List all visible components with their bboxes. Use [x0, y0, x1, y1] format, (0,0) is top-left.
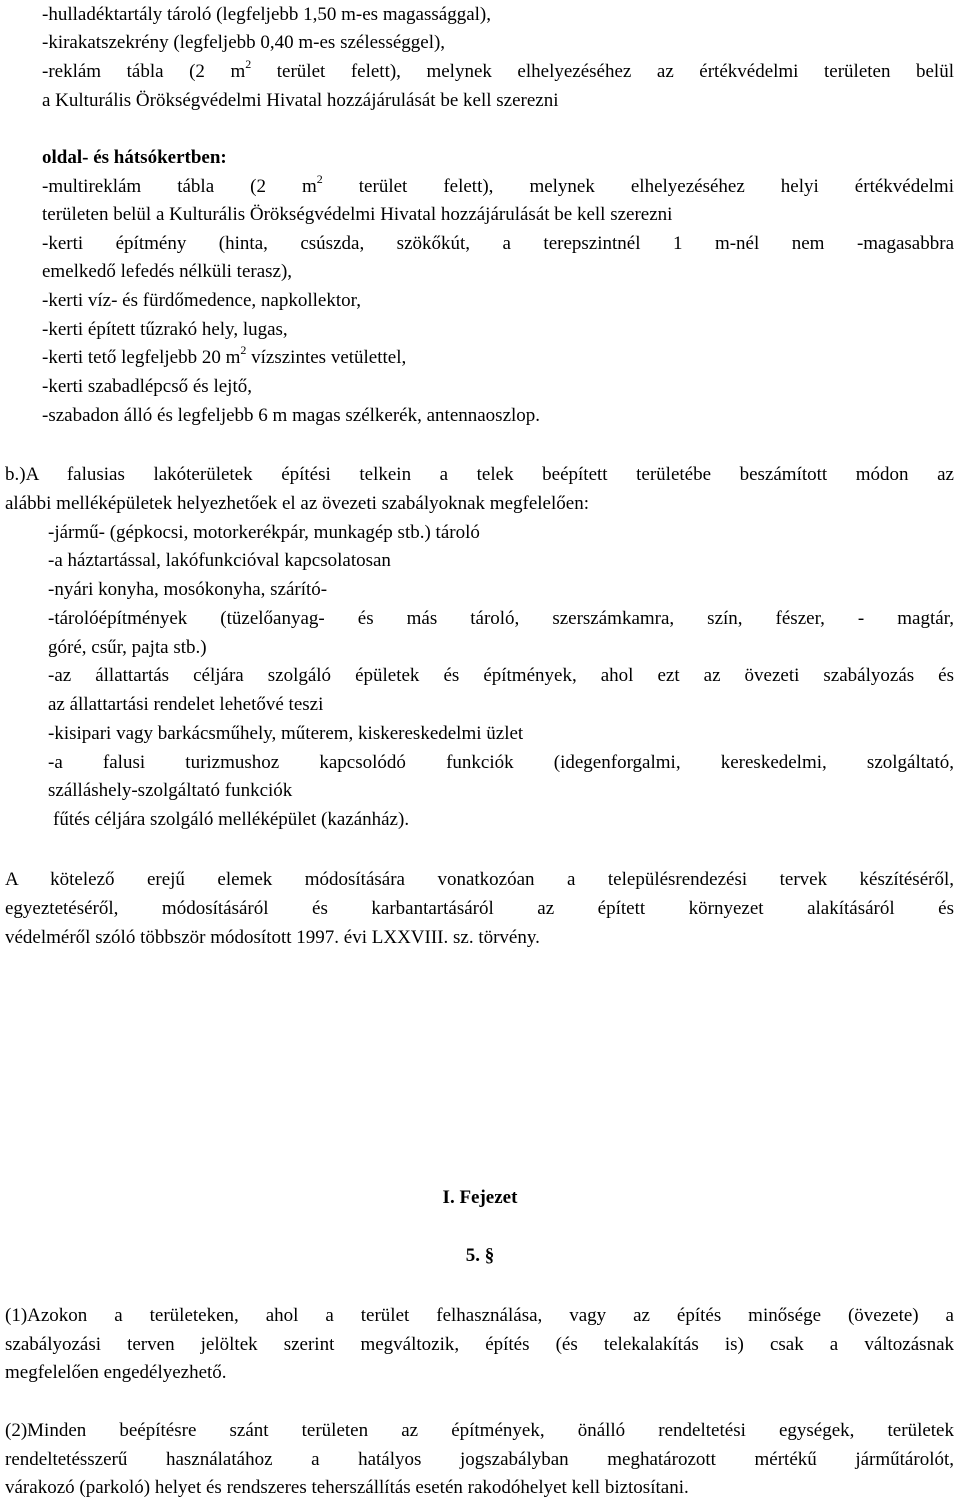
list-item: szálláshely-szolgáltató funkciók — [48, 780, 293, 801]
text-line: -kirakatszekrény (legfeljebb 0,40 m-es szélességgel), — [42, 32, 446, 53]
section-number: 5. § — [465, 1245, 495, 1266]
text-line — [42, 343, 406, 372]
text-line: b.)A falusias lakóterületek építési telkein a telek beépített területébe beszámított módon az — [5, 464, 954, 485]
list-item: -tárolóépítmények (tüzelőanyag- és más tároló, szerszámkamra, szín, fészer, - magtár, — [48, 608, 954, 629]
text-line: szabályozási terven jelöltek szerint megváltozik, építés (és telekalakítás is) csak a változásnak — [5, 1334, 954, 1355]
list-item: -nyári konyha, mosókonyha, szárító- — [48, 579, 328, 600]
text-segment: -kerti tető legfeljebb 20 m — [42, 347, 241, 368]
text-line: megfelelően engedélyezhető. — [5, 1362, 227, 1383]
text-line: -kerti víz- és fürdőmedence, napkollektor, — [42, 290, 361, 311]
text-line: rendeltetésszerű használatához a hatályos jogszabályban meghatározott mértékű járműtárolót, — [5, 1449, 954, 1470]
text-line: emelkedő lefedés nélküli terasz), — [42, 261, 293, 282]
text-segment: vízszintes vetülettel, — [246, 347, 407, 368]
text-line: -kerti építmény (hinta, csúszda, szökőkút, a terepszintnél 1 m-nél nem -magasabbra — [42, 233, 954, 254]
section-heading: oldal- és hátsókertben: — [42, 147, 227, 168]
text-line: (2)Minden beépítésre szánt területen az építmények, önálló rendeltetési egységek, területek — [5, 1420, 954, 1441]
text-line: -kerti épített tűzrakó hely, lugas, — [42, 319, 288, 340]
text-line: (1)Azokon a területeken, ahol a terület felhasználása, vagy az építés minősége (övezete) a — [5, 1305, 954, 1326]
list-item: az állattartási rendelet lehetővé teszi — [48, 694, 324, 715]
text-line: területen belül a Kulturális Örökségvédelmi Hivatal hozzájárulását be kell szerezni — [42, 204, 673, 225]
list-item: -a falusi turizmushoz kapcsolódó funkciók (idegenforgalmi, kereskedelmi, szolgáltató, — [48, 752, 954, 773]
chapter-title: I. Fejezet — [442, 1187, 518, 1208]
list-item: -kisipari vagy barkácsműhely, műterem, kiskereskedelmi üzlet — [48, 723, 524, 744]
list-item: -a háztartással, lakófunkcióval kapcsolatosan — [48, 550, 391, 571]
text-line: alábbi melléképületek helyezhetőek el az övezeti szabályoknak megfelelően: — [5, 493, 589, 514]
superscript: 2 — [316, 171, 323, 186]
text-segment: -multireklám tábla (2 m — [42, 176, 317, 197]
text-segment: -reklám tábla (2 m — [42, 61, 246, 82]
text-line: várakozó (parkoló) helyet és rendszeres teherszállítás esetén rakodóhelyet kell biztosítani. — [5, 1477, 689, 1498]
text-line: a Kulturális Örökségvédelmi Hivatal hozzájárulását be kell szerezni — [42, 90, 559, 111]
text-line — [42, 172, 954, 201]
superscript: 2 — [240, 342, 247, 357]
text-line — [42, 57, 954, 86]
text-line: -szabadon álló és legfeljebb 6 m magas szélkerék, antennaoszlop. — [42, 405, 541, 426]
text-segment: terület felett), melynek elhelyezéséhez az értékvédelmi területen belül — [251, 61, 954, 82]
list-item: -az állattartás céljára szolgáló épületek és építmények, ahol ezt az övezeti szabályozás és — [48, 665, 954, 686]
text-line: védelméről szóló többször módosított 1997. évi LXXVIII. sz. törvény. — [5, 927, 540, 948]
text-line: A kötelező erejű elemek módosítására vonatkozóan a településrendezési tervek készítéséről, — [5, 869, 954, 890]
superscript: 2 — [245, 56, 252, 71]
text-segment: terület felett), melynek elhelyezéséhez helyi értékvédelmi — [322, 176, 954, 197]
text-line: -hulladéktartály tároló (legfeljebb 1,50 m-es magassággal), — [42, 4, 491, 25]
text-line: -kerti szabadlépcső és lejtő, — [42, 376, 252, 397]
list-item: -jármű- (gépkocsi, motorkerékpár, munkagép stb.) tároló — [48, 522, 480, 543]
list-item: góré, csűr, pajta stb.) — [48, 637, 207, 658]
list-item: fűtés céljára szolgáló melléképület (kazánház). — [53, 809, 410, 830]
text-line: egyeztetéséről, módosításáról és karbantartásáról az épített környezet alakításáról és — [5, 898, 954, 919]
